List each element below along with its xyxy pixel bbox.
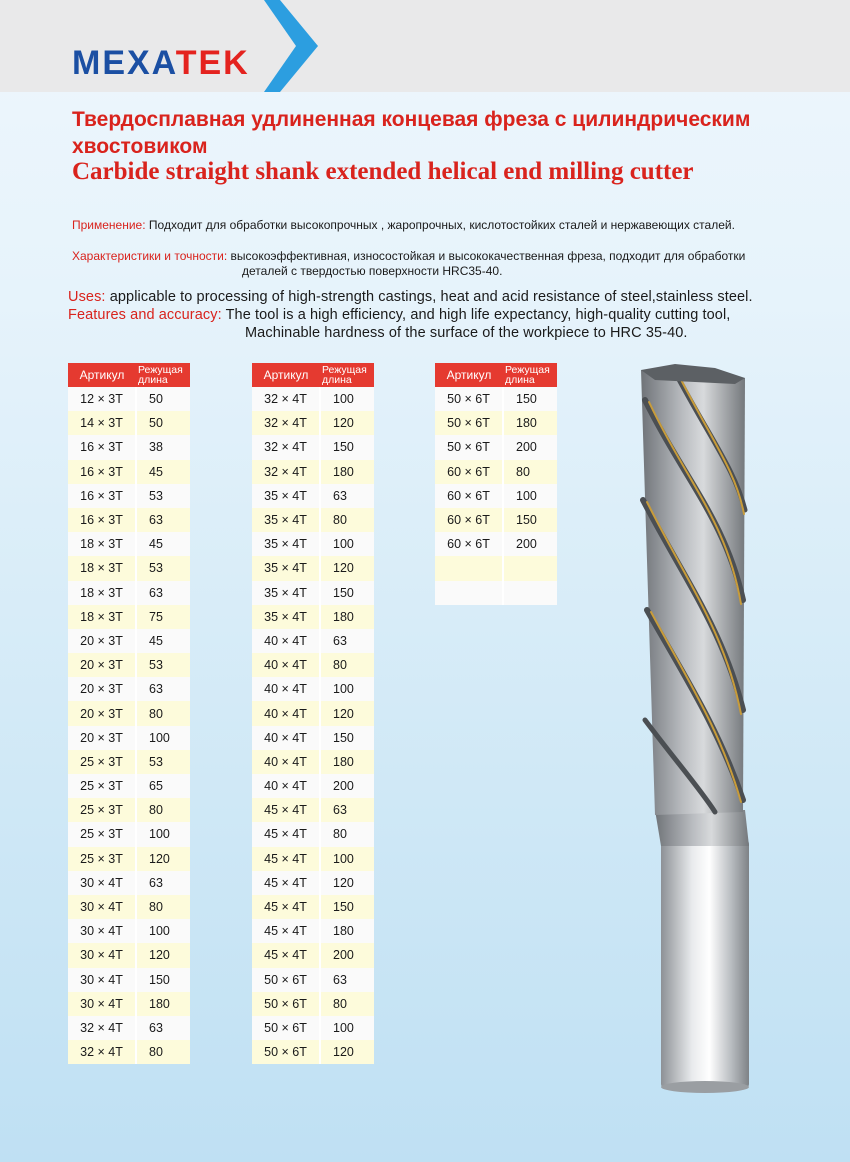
table-header-row <box>435 363 557 387</box>
cell-article: 35 × 4T <box>252 605 320 629</box>
cell-article: 45 × 4T <box>252 919 320 943</box>
cell-article: 60 × 6T <box>435 484 503 508</box>
table-row <box>252 677 374 701</box>
table-row <box>435 508 557 532</box>
cell-article: 35 × 4T <box>252 581 320 605</box>
tool-neck <box>655 810 749 846</box>
table-row <box>252 919 374 943</box>
cell-article: 30 × 4T <box>68 895 136 919</box>
cell-article: 40 × 4T <box>252 750 320 774</box>
cell-cutting-length: 45 <box>136 629 190 653</box>
table-row <box>68 677 190 701</box>
cell-cutting-length: 80 <box>320 653 374 677</box>
header-length <box>136 363 190 387</box>
cell-article: 32 × 4T <box>68 1040 136 1064</box>
table-row <box>252 968 374 992</box>
table-row <box>252 605 374 629</box>
cell-article: 50 × 6T <box>252 992 320 1016</box>
table-row <box>252 847 374 871</box>
table-row <box>68 701 190 725</box>
cell-cutting-length: 180 <box>320 605 374 629</box>
cell-cutting-length: 80 <box>320 508 374 532</box>
table-row <box>252 992 374 1016</box>
cell-cutting-length: 63 <box>136 581 190 605</box>
spec-table-3 <box>435 363 557 605</box>
table-row <box>435 532 557 556</box>
header-length-line1: Режущая <box>322 364 367 376</box>
cell-cutting-length: 50 <box>136 411 190 435</box>
cell-article: 45 × 4T <box>252 871 320 895</box>
cell-cutting-length: 180 <box>136 992 190 1016</box>
cell-article: 40 × 4T <box>252 653 320 677</box>
cell-cutting-length: 180 <box>320 919 374 943</box>
table-row <box>68 653 190 677</box>
cell-article: 18 × 3T <box>68 532 136 556</box>
cell-cutting-length: 150 <box>136 968 190 992</box>
cell-article: 35 × 4T <box>252 484 320 508</box>
cell-article: 30 × 4T <box>68 943 136 967</box>
table-row <box>252 1016 374 1040</box>
table-row <box>252 435 374 459</box>
table-row <box>68 435 190 459</box>
cell-cutting-length: 53 <box>136 653 190 677</box>
table-row <box>68 411 190 435</box>
cell-cutting-length: 150 <box>503 508 557 532</box>
table-row <box>435 460 557 484</box>
cell-article: 50 × 6T <box>252 1016 320 1040</box>
cell-cutting-length: 180 <box>503 411 557 435</box>
cell-article: 32 × 4T <box>252 460 320 484</box>
cell-article: 60 × 6T <box>435 460 503 484</box>
header-length-line2: длина <box>138 374 168 386</box>
ru-application-label: Применение: <box>72 218 146 232</box>
header-length <box>320 363 374 387</box>
table-row <box>252 798 374 822</box>
cell-cutting-length: 75 <box>136 605 190 629</box>
cell-article: 45 × 4T <box>252 822 320 846</box>
title-english: Carbide straight shank extended helical end milling cutter <box>72 158 694 185</box>
cell-article: 45 × 4T <box>252 943 320 967</box>
spec-table-2 <box>252 363 374 1064</box>
table-row <box>68 1016 190 1040</box>
en-features-line <box>68 306 730 324</box>
cell-article: 16 × 3T <box>68 484 136 508</box>
table-row <box>252 411 374 435</box>
cell-article: 30 × 4T <box>68 992 136 1016</box>
table-row <box>435 411 557 435</box>
cell-article: 45 × 4T <box>252 798 320 822</box>
cell-cutting-length: 120 <box>320 556 374 580</box>
cell-article: 45 × 4T <box>252 847 320 871</box>
header-article: Артикул <box>435 363 503 387</box>
cell-article: 40 × 4T <box>252 629 320 653</box>
table-row <box>252 460 374 484</box>
en-uses-line <box>68 288 753 306</box>
cell-cutting-length: 80 <box>136 895 190 919</box>
header-article: Артикул <box>252 363 320 387</box>
cell-article: 50 × 6T <box>252 1040 320 1064</box>
cell-cutting-length: 100 <box>320 532 374 556</box>
cell-cutting-length: 45 <box>136 532 190 556</box>
cell-article: 40 × 4T <box>252 677 320 701</box>
cell-cutting-length: 100 <box>136 919 190 943</box>
cell-article: 25 × 3T <box>68 750 136 774</box>
cell-cutting-length: 53 <box>136 556 190 580</box>
cell-article: 16 × 3T <box>68 460 136 484</box>
cell-article: 35 × 4T <box>252 556 320 580</box>
cell-article: 25 × 3T <box>68 847 136 871</box>
table-row <box>252 822 374 846</box>
tool-shank-end <box>661 1081 749 1093</box>
table-row <box>252 701 374 725</box>
cell-cutting-length: 100 <box>320 1016 374 1040</box>
cell-cutting-length <box>503 581 557 605</box>
cell-cutting-length: 63 <box>136 1016 190 1040</box>
cell-article: 40 × 4T <box>252 774 320 798</box>
table-row <box>252 653 374 677</box>
cell-article: 25 × 3T <box>68 822 136 846</box>
cell-article: 18 × 3T <box>68 581 136 605</box>
table-row <box>68 895 190 919</box>
cell-cutting-length: 80 <box>136 701 190 725</box>
cell-cutting-length: 63 <box>320 968 374 992</box>
table-header-row <box>252 363 374 387</box>
table-row <box>252 726 374 750</box>
spec-table-1 <box>68 363 190 1064</box>
table-row <box>68 726 190 750</box>
table-row <box>68 798 190 822</box>
ru-features-label: Характеристики и точности: <box>72 249 228 263</box>
cell-cutting-length: 53 <box>136 750 190 774</box>
cell-article: 25 × 3T <box>68 774 136 798</box>
en-features-label: Features and accuracy: <box>68 307 222 323</box>
cell-article: 45 × 4T <box>252 895 320 919</box>
cell-article: 32 × 4T <box>68 1016 136 1040</box>
cell-article: 18 × 3T <box>68 605 136 629</box>
cell-cutting-length: 80 <box>503 460 557 484</box>
cell-article: 50 × 6T <box>435 435 503 459</box>
header-length <box>503 363 557 387</box>
cell-cutting-length: 200 <box>320 774 374 798</box>
cell-cutting-length: 50 <box>136 387 190 411</box>
cell-article: 40 × 4T <box>252 726 320 750</box>
table-row <box>252 871 374 895</box>
cell-cutting-length: 63 <box>136 508 190 532</box>
en-uses-text: applicable to processing of high-strength castings, heat and acid resistance of steel,stainless steel. <box>105 289 753 305</box>
table-row <box>252 556 374 580</box>
cell-cutting-length: 180 <box>320 460 374 484</box>
cell-cutting-length: 120 <box>320 701 374 725</box>
cell-article: 14 × 3T <box>68 411 136 435</box>
table-row <box>68 822 190 846</box>
cell-article: 32 × 4T <box>252 411 320 435</box>
tool-shank <box>661 840 749 1088</box>
table-row <box>68 847 190 871</box>
table-row <box>435 435 557 459</box>
cell-cutting-length: 80 <box>320 822 374 846</box>
ru-features-line <box>72 249 745 264</box>
cell-cutting-length: 63 <box>320 798 374 822</box>
title-russian: Твердосплавная удлиненная концевая фреза с цилиндрическим хвостовиком <box>72 108 751 158</box>
cell-article: 50 × 6T <box>252 968 320 992</box>
cell-cutting-length: 45 <box>136 460 190 484</box>
ru-features-text-2: деталей с твердостью поверхности HRC35-40. <box>242 264 503 278</box>
cell-article: 20 × 3T <box>68 701 136 725</box>
table-row <box>435 556 557 580</box>
cell-article: 60 × 6T <box>435 508 503 532</box>
table-row <box>252 774 374 798</box>
cell-cutting-length: 200 <box>503 532 557 556</box>
table-row <box>68 992 190 1016</box>
table-row <box>68 1040 190 1064</box>
table-row <box>252 532 374 556</box>
cell-article: 16 × 3T <box>68 508 136 532</box>
header-length-line2: длина <box>505 374 535 386</box>
cell-cutting-length: 200 <box>503 435 557 459</box>
cell-cutting-length: 120 <box>320 1040 374 1064</box>
header-article: Артикул <box>68 363 136 387</box>
cell-cutting-length: 63 <box>136 871 190 895</box>
table-row <box>435 484 557 508</box>
table-row <box>252 750 374 774</box>
cell-cutting-length: 100 <box>136 822 190 846</box>
cell-cutting-length: 120 <box>320 871 374 895</box>
cell-article: 20 × 3T <box>68 653 136 677</box>
table-row <box>68 605 190 629</box>
cell-cutting-length: 100 <box>320 677 374 701</box>
cell-cutting-length: 38 <box>136 435 190 459</box>
table-row <box>68 774 190 798</box>
cell-article <box>435 556 503 580</box>
cell-article: 20 × 3T <box>68 677 136 701</box>
table-row <box>252 895 374 919</box>
cell-article: 32 × 4T <box>252 387 320 411</box>
table-row <box>68 581 190 605</box>
table-row <box>68 629 190 653</box>
table-row <box>68 556 190 580</box>
cell-cutting-length: 63 <box>320 484 374 508</box>
cell-cutting-length: 100 <box>320 387 374 411</box>
cell-cutting-length: 63 <box>320 629 374 653</box>
ru-application-line <box>72 218 735 233</box>
cell-cutting-length: 180 <box>320 750 374 774</box>
cell-cutting-length: 200 <box>320 943 374 967</box>
cell-cutting-length: 150 <box>320 581 374 605</box>
cell-cutting-length: 53 <box>136 484 190 508</box>
cell-article: 32 × 4T <box>252 435 320 459</box>
cell-cutting-length: 80 <box>136 1040 190 1064</box>
table-row <box>252 1040 374 1064</box>
table-row <box>252 629 374 653</box>
cell-article: 40 × 4T <box>252 701 320 725</box>
cell-cutting-length: 80 <box>136 798 190 822</box>
cell-article: 35 × 4T <box>252 532 320 556</box>
cell-cutting-length: 63 <box>136 677 190 701</box>
table-row <box>252 943 374 967</box>
cell-article: 50 × 6T <box>435 387 503 411</box>
table-row <box>252 581 374 605</box>
cell-article: 25 × 3T <box>68 798 136 822</box>
table-row <box>68 460 190 484</box>
cell-cutting-length: 150 <box>320 895 374 919</box>
en-features-text-2: Machinable hardness of the surface of the workpiece to HRC 35-40. <box>245 325 688 341</box>
header-length-line1: Режущая <box>138 364 183 376</box>
table-row <box>68 484 190 508</box>
table-row <box>68 532 190 556</box>
cell-article: 30 × 4T <box>68 968 136 992</box>
cell-article: 18 × 3T <box>68 556 136 580</box>
table-row <box>68 750 190 774</box>
table-row <box>435 581 557 605</box>
en-features-text-1: The tool is a high efficiency, and high life expectancy, high-quality cutting tool, <box>221 307 731 323</box>
logo-main: MEXA <box>72 44 176 82</box>
table-row <box>68 871 190 895</box>
cell-cutting-length: 65 <box>136 774 190 798</box>
cell-article: 16 × 3T <box>68 435 136 459</box>
en-uses-label: Uses: <box>68 289 106 305</box>
cell-article: 20 × 3T <box>68 726 136 750</box>
table-row <box>68 508 190 532</box>
header-length-line1: Режущая <box>505 364 550 376</box>
cell-article: 60 × 6T <box>435 532 503 556</box>
cell-cutting-length <box>503 556 557 580</box>
table-header-row <box>68 363 190 387</box>
table-row <box>68 387 190 411</box>
cell-article: 50 × 6T <box>435 411 503 435</box>
logo-accent: TEK <box>175 44 250 82</box>
header-length-line2: длина <box>322 374 352 386</box>
cell-cutting-length: 150 <box>320 435 374 459</box>
ru-features-text-1: высокоэффективная, износостойкая и высококачественная фреза, подходит для обработки <box>227 249 746 263</box>
cell-article: 35 × 4T <box>252 508 320 532</box>
cell-cutting-length: 100 <box>503 484 557 508</box>
end-mill-photo <box>615 360 785 1100</box>
cell-article <box>435 581 503 605</box>
table-row <box>68 943 190 967</box>
cell-article: 12 × 3T <box>68 387 136 411</box>
cell-cutting-length: 80 <box>320 992 374 1016</box>
ru-application-text: Подходит для обработки высокопрочных , жаропрочных, кислотостойких сталей и нержавеющих сталей. <box>145 218 735 232</box>
table-row <box>252 508 374 532</box>
cell-cutting-length: 100 <box>320 847 374 871</box>
table-row <box>435 387 557 411</box>
cell-article: 30 × 4T <box>68 871 136 895</box>
cell-article: 30 × 4T <box>68 919 136 943</box>
cell-cutting-length: 120 <box>320 411 374 435</box>
cell-cutting-length: 150 <box>503 387 557 411</box>
table-row <box>68 919 190 943</box>
cell-cutting-length: 100 <box>136 726 190 750</box>
cell-cutting-length: 120 <box>136 847 190 871</box>
table-row <box>252 387 374 411</box>
table-row <box>68 968 190 992</box>
table-row <box>252 484 374 508</box>
cell-cutting-length: 120 <box>136 943 190 967</box>
cell-cutting-length: 150 <box>320 726 374 750</box>
cell-article: 20 × 3T <box>68 629 136 653</box>
brand-logo <box>72 44 250 83</box>
